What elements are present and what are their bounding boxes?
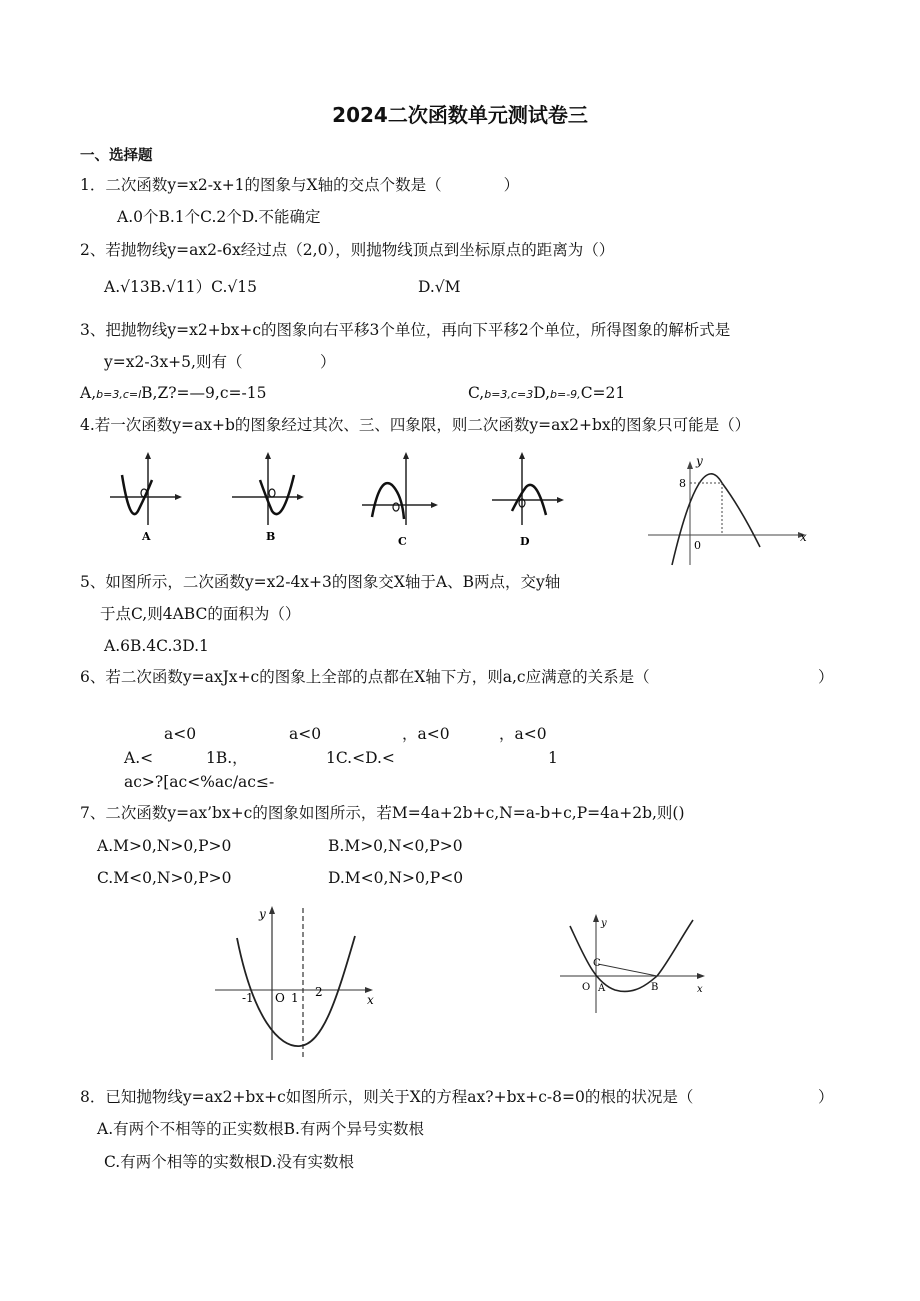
q6-opt-bottom: ac>?[ac<%ac/ac≤- <box>124 773 275 791</box>
section-heading: 一、选择题 <box>80 147 153 164</box>
q6-opt-a-top: a<0 <box>164 725 197 743</box>
q4-graph-e-origin: 0 <box>694 539 701 552</box>
q7-left-y: y <box>259 907 266 921</box>
q5-options: A.6B.4C.3D.1 <box>104 637 209 655</box>
q3-opt-c-value: b=3,c=3 <box>484 388 534 401</box>
q1-options: A.0个B.1个C.2个D.不能确定 <box>117 208 321 226</box>
page-title: 2024二次函数单元测试卷三 <box>332 103 588 127</box>
q4-graph-a <box>110 452 182 543</box>
q7-opt-b: B.M>0,N<0,P>0 <box>328 837 463 855</box>
q7-opt-d: D.M<0,N>0,P<0 <box>328 869 464 887</box>
q3-stem-line2: y=x2-3x+5,则有（ ） <box>104 353 336 371</box>
q3-opt-d-value: b=-9, <box>550 388 581 401</box>
q8-options-cd: C.有两个相等的实数根D.没有实数根 <box>104 1153 355 1171</box>
q6-stem: 6、若二次函数y=axJx+c的图象上全部的点都在X轴下方，则a,c应满意的关系是（ <box>80 668 650 686</box>
q4-graph-c <box>362 452 438 548</box>
q2-stem: 2、若抛物线y=ax2-6x经过点（2,0），则抛物线顶点到坐标原点的距离为（） <box>80 241 615 259</box>
q3-options-ab <box>80 383 266 405</box>
q7-opt-a: A.M>0,N>0,P>0 <box>97 837 232 855</box>
q2-option-d: D.√M <box>418 278 461 296</box>
q3-opt-a-value: b=3,c=l <box>96 388 142 401</box>
q7-left-tick-1: 1 <box>291 991 299 1005</box>
q5-stem-line2: 于点C,则4ABC的面积为（） <box>100 605 301 623</box>
q6-opt-c-top: ，a<0 <box>402 725 450 743</box>
q4-label-d: D <box>520 535 530 548</box>
q4-label-c: C <box>398 535 407 548</box>
q4-label-a: A <box>142 530 151 543</box>
q7-graph-left <box>215 906 374 1060</box>
q8-close-paren: ） <box>818 1088 834 1106</box>
q7-right-c: C <box>593 958 601 969</box>
q6-opt-c-mid: 1C.<D.< <box>326 749 395 767</box>
q7-opt-c: C.M<0,N>0,P>0 <box>97 869 232 887</box>
q6-opt-b-mid: 1B.， <box>206 749 248 767</box>
q6-opt-d-top: ，a<0 <box>499 725 547 743</box>
q4-label-b: B <box>266 530 276 543</box>
q3-opt-d-c: C=21 <box>580 384 626 402</box>
q3-opt-c: C, <box>468 384 485 402</box>
q7-left-x: x <box>367 993 374 1007</box>
q1-stem: 1．二次函数y=x2-x+1的图象与X轴的交点个数是（ ） <box>80 176 520 194</box>
q3-stem-line1: 3、把抛物线y=x2+bx+c的图象向右平移3个单位，再向下平移2个单位，所得图象的解析式是 <box>80 321 731 339</box>
q7-left-tick-2: 2 <box>315 985 323 999</box>
q3-options-cd <box>468 383 625 405</box>
q8-stem: 8．已知抛物线y=ax2+bx+c如图所示，则关于X的方程ax?+bx+c-8=0的根的状况是（ <box>80 1088 694 1106</box>
q7-stem: 7、二次函数y=ax’bx+c的图象如图所示，若M=4a+2b+c,N=a-b+c,P=4a+2b,则() <box>80 804 685 822</box>
q6-opt-a-mid: A.< <box>124 749 154 767</box>
q7-right-o: O <box>582 982 591 993</box>
q4-graph-e-8: 8 <box>679 477 686 490</box>
q3-opt-d: D, <box>533 384 551 402</box>
q4-graph-d <box>492 452 564 548</box>
q4-graph-e-x: x <box>800 530 807 544</box>
q3-opt-a: A, <box>80 384 97 402</box>
q6-opt-b-top: a<0 <box>289 725 322 743</box>
q6-opt-d-mid: 1 <box>548 749 558 767</box>
q4-stem: 4.若一次函数y=ax+b的图象经过其次、三、四象限，则二次函数y=ax2+bx的图象只可能是（） <box>80 416 751 434</box>
q3-opt-b: B,Z?=—9,c=-15 <box>141 384 267 402</box>
q4-graph-e <box>648 454 807 565</box>
q7-graph-right <box>560 914 705 1013</box>
q2-options-abc: A.√13B.√11）C.√15 <box>104 278 257 296</box>
q7-right-b: B <box>651 982 659 993</box>
q5-stem-line1: 5、如图所示，二次函数y=x2-4x+3的图象交X轴于A、B两点，交y轴 <box>80 573 561 591</box>
q4-graphs <box>100 445 820 570</box>
q7-left-origin: O <box>275 991 285 1005</box>
q7-graphs <box>205 898 735 1068</box>
q7-right-x: x <box>697 984 703 995</box>
q7-right-a: A <box>598 983 606 994</box>
q4-graph-b <box>232 452 304 543</box>
q6-close-paren: ） <box>818 668 834 686</box>
q7-left-tick-neg1: -1 <box>242 991 254 1005</box>
q4-graph-e-y: y <box>696 454 703 468</box>
q7-right-y: y <box>601 918 607 929</box>
q8-options-ab: A.有两个不相等的正实数根B.有两个异号实数根 <box>97 1120 424 1138</box>
